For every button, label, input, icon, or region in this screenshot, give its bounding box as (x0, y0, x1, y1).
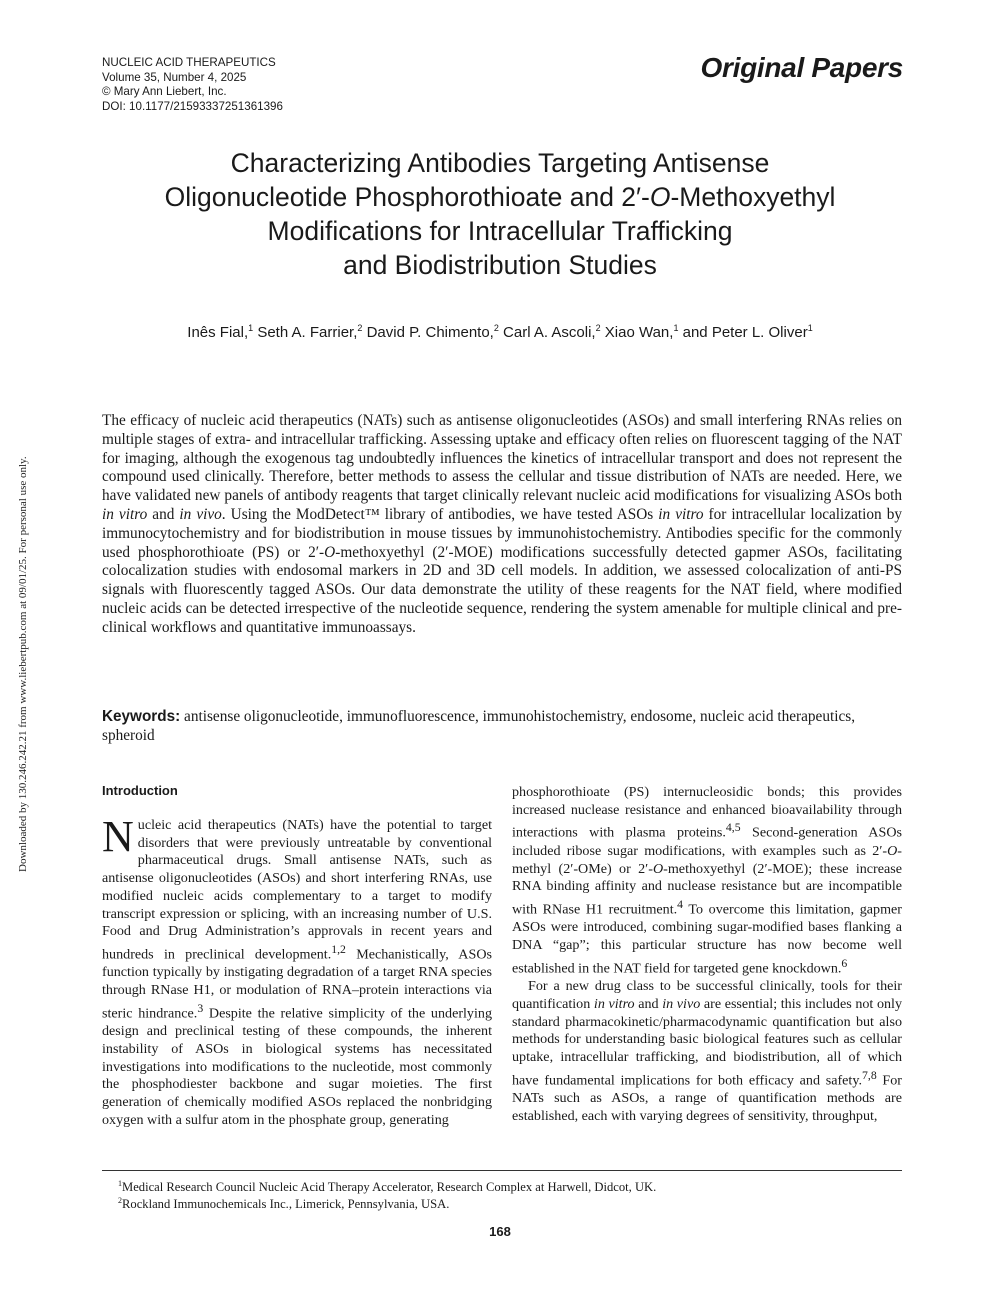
section-heading: Introduction (102, 783, 178, 798)
author: David P. Chimento,$^2$ (366, 323, 499, 341)
body-column-left (102, 782, 492, 1129)
journal-volume: Volume 35, Number 4, 2025 (102, 70, 247, 84)
author: and Peter L. Oliver$^1$ (682, 323, 813, 341)
title-line-3: Modifications for Intracellular Trafficking (267, 216, 733, 246)
article-title (100, 146, 900, 282)
journal-name: NUCLEIC ACID THERAPEUTICS (102, 56, 276, 69)
author: Inês Fial,$^1$ (187, 323, 254, 341)
abstract: The efficacy of nucleic acid therapeutics (NATs) such as antisense oligonucleotides (ASOs) and small interfering RNAs relies on multiple stages of extra- and intracellular trafficking. Assessing uptake and efficacy often relies on fluorescent tagging of the NAT for imaging, although the exogenous tag undoubtedly influences the kinetics of intracellular transport and does not represent the compound used clinically. Therefore, better methods to assess the cellular and tissue distribution of NATs are needed. Here, we have validated new panels of antibody reagents that target clinically relevant nucleic acid modifications for visualizing ASOs both in vitro and in vivo. Using the ModDetect™ library of antibodies, we have tested ASOs in vitro for intracellular localization by immunocytochemistry and for biodistribution in mouse tissues by immunohistochemistry. Antibodies specific for the commonly used phosphorothioate (PS) or 2′-O-methoxyethyl (2′-MOE) modifications successfully detected gapmer ASOs, facilitating colocalization studies with endosomal markers in 2D and 3D cell models. In addition, we assessed colocalization of anti-PS signals with fluorescently tagged ASOs. Our data demonstrate the utility of these reagents for the NAT field, where modified nucleic acids can be detected irrespective of the nucleotide sequence, rendering the system amenable for multiple clinical and pre-clinical workflows and quantitative immunoassays. (102, 412, 902, 636)
intro-paragraph-1: Nucleic acid therapeutics (NATs) have the potential to target disorders that were previously untreatable by conventional pharmaceutical drugs. Small antisense NATs, such as antisense oligonucleotides (ASOs) and short interfering RNAs, use modified nucleic acids complementary to a target to modify transcript expression or splicing, with an increasing number of U.S. Food and Drug Administration’s approvals in recent years and hundreds in preclinical development.$^{1,2}$ Mechanistically, ASOs function typically by instigating degradation of a target RNA species through RNase H1, or modulation of RNA–protein interactions via steric hindrance.$^3$ Despite the relative simplicity of the underlying design and preclinical testing of these compounds, the inherent instability of ASOs in biological systems has necessitated investigations into modifications to the nucleotide, most commonly the phosphodiester backbone and sugar moieties. The first generation of chemically modified ASOs replaced the nonbridging oxygen with a sulfur atom in the phosphate group, generating (102, 812, 492, 1128)
download-watermark: Downloaded by 130.246.242.21 from www.liebertpub.com at 09/01/25. For personal use only. (17, 456, 29, 872)
footnote: $^1$Medical Research Council Nucleic Acid Therapy Accelerator, Research Complex at Harwell, Didcot, UK. (118, 1179, 657, 1195)
author: Xiao Wan,$^1$ (604, 323, 679, 341)
journal-info (102, 56, 283, 114)
keywords (102, 707, 902, 745)
footnote: $^2$Rockland Immunochemicals Inc., Limerick, Pennsylvania, USA. (118, 1196, 450, 1212)
page-number: 168 (489, 1224, 511, 1239)
keywords-text: antisense oligonucleotide, immunofluorescence, immunohistochemistry, endosome, nucleic acid therapeutics, spheroid (102, 708, 856, 744)
footnote-divider (102, 1170, 902, 1171)
author-list (100, 323, 900, 341)
keywords-label: Keywords: (102, 708, 181, 725)
author: Seth A. Farrier,$^2$ (257, 323, 363, 341)
journal-doi: DOI: 10.1177/21593337251361396 (102, 99, 283, 113)
section-label: Original Papers (700, 52, 903, 83)
journal-copyright: © Mary Ann Liebert, Inc. (102, 85, 227, 99)
intro-paragraph-1-cont: phosphorothioate (PS) internucleosidic bonds; this provides increased nuclease resistance and enhanced bioavailability through interactions with plasma proteins.$^{4,5}$ Second-generation ASOs included ribose sugar modifications, with examples such as 2′-O-methyl (2′-OMe) or 2′-O-methoxyethyl (2′-MOE); these increase RNA binding affinity and nuclease resistance but are incompatible with RNase H1 recruitment.$^4$ To overcome this limitation, gapmer ASOs were introduced, combining sugar-modified bases flanking a DNA “gap”; this particular structure has now become well established in the NAT field for targeted gene knockdown.$^6$ (512, 784, 902, 977)
title-line-2: Oligonucleotide Phosphorothioate and 2′-O-Methoxyethyl (164, 182, 836, 212)
author: Carl A. Ascoli,$^2$ (503, 323, 601, 341)
title-line-1: Characterizing Antibodies Targeting Antisense (230, 148, 770, 178)
drop-cap: N (102, 812, 134, 861)
intro-paragraph-2: For a new drug class to be successful clinically, tools for their quantification in vitro and in vivo are essential; this includes not only standard pharmacokinetic/pharmacodynamic quantification but also methods for understanding basic biological features such as cellular uptake, intracellular trafficking, and biodistribution, all of which have fundamental implications for both efficacy and safety.$^{7,8}$ For NATs such as ASOs, a range of quantification methods are established, each with varying degrees of sensitivity, throughput, (512, 978, 903, 1124)
affiliation-footnotes (118, 1177, 656, 1211)
body-column-right (512, 784, 902, 1125)
title-line-4: and Biodistribution Studies (343, 250, 657, 280)
